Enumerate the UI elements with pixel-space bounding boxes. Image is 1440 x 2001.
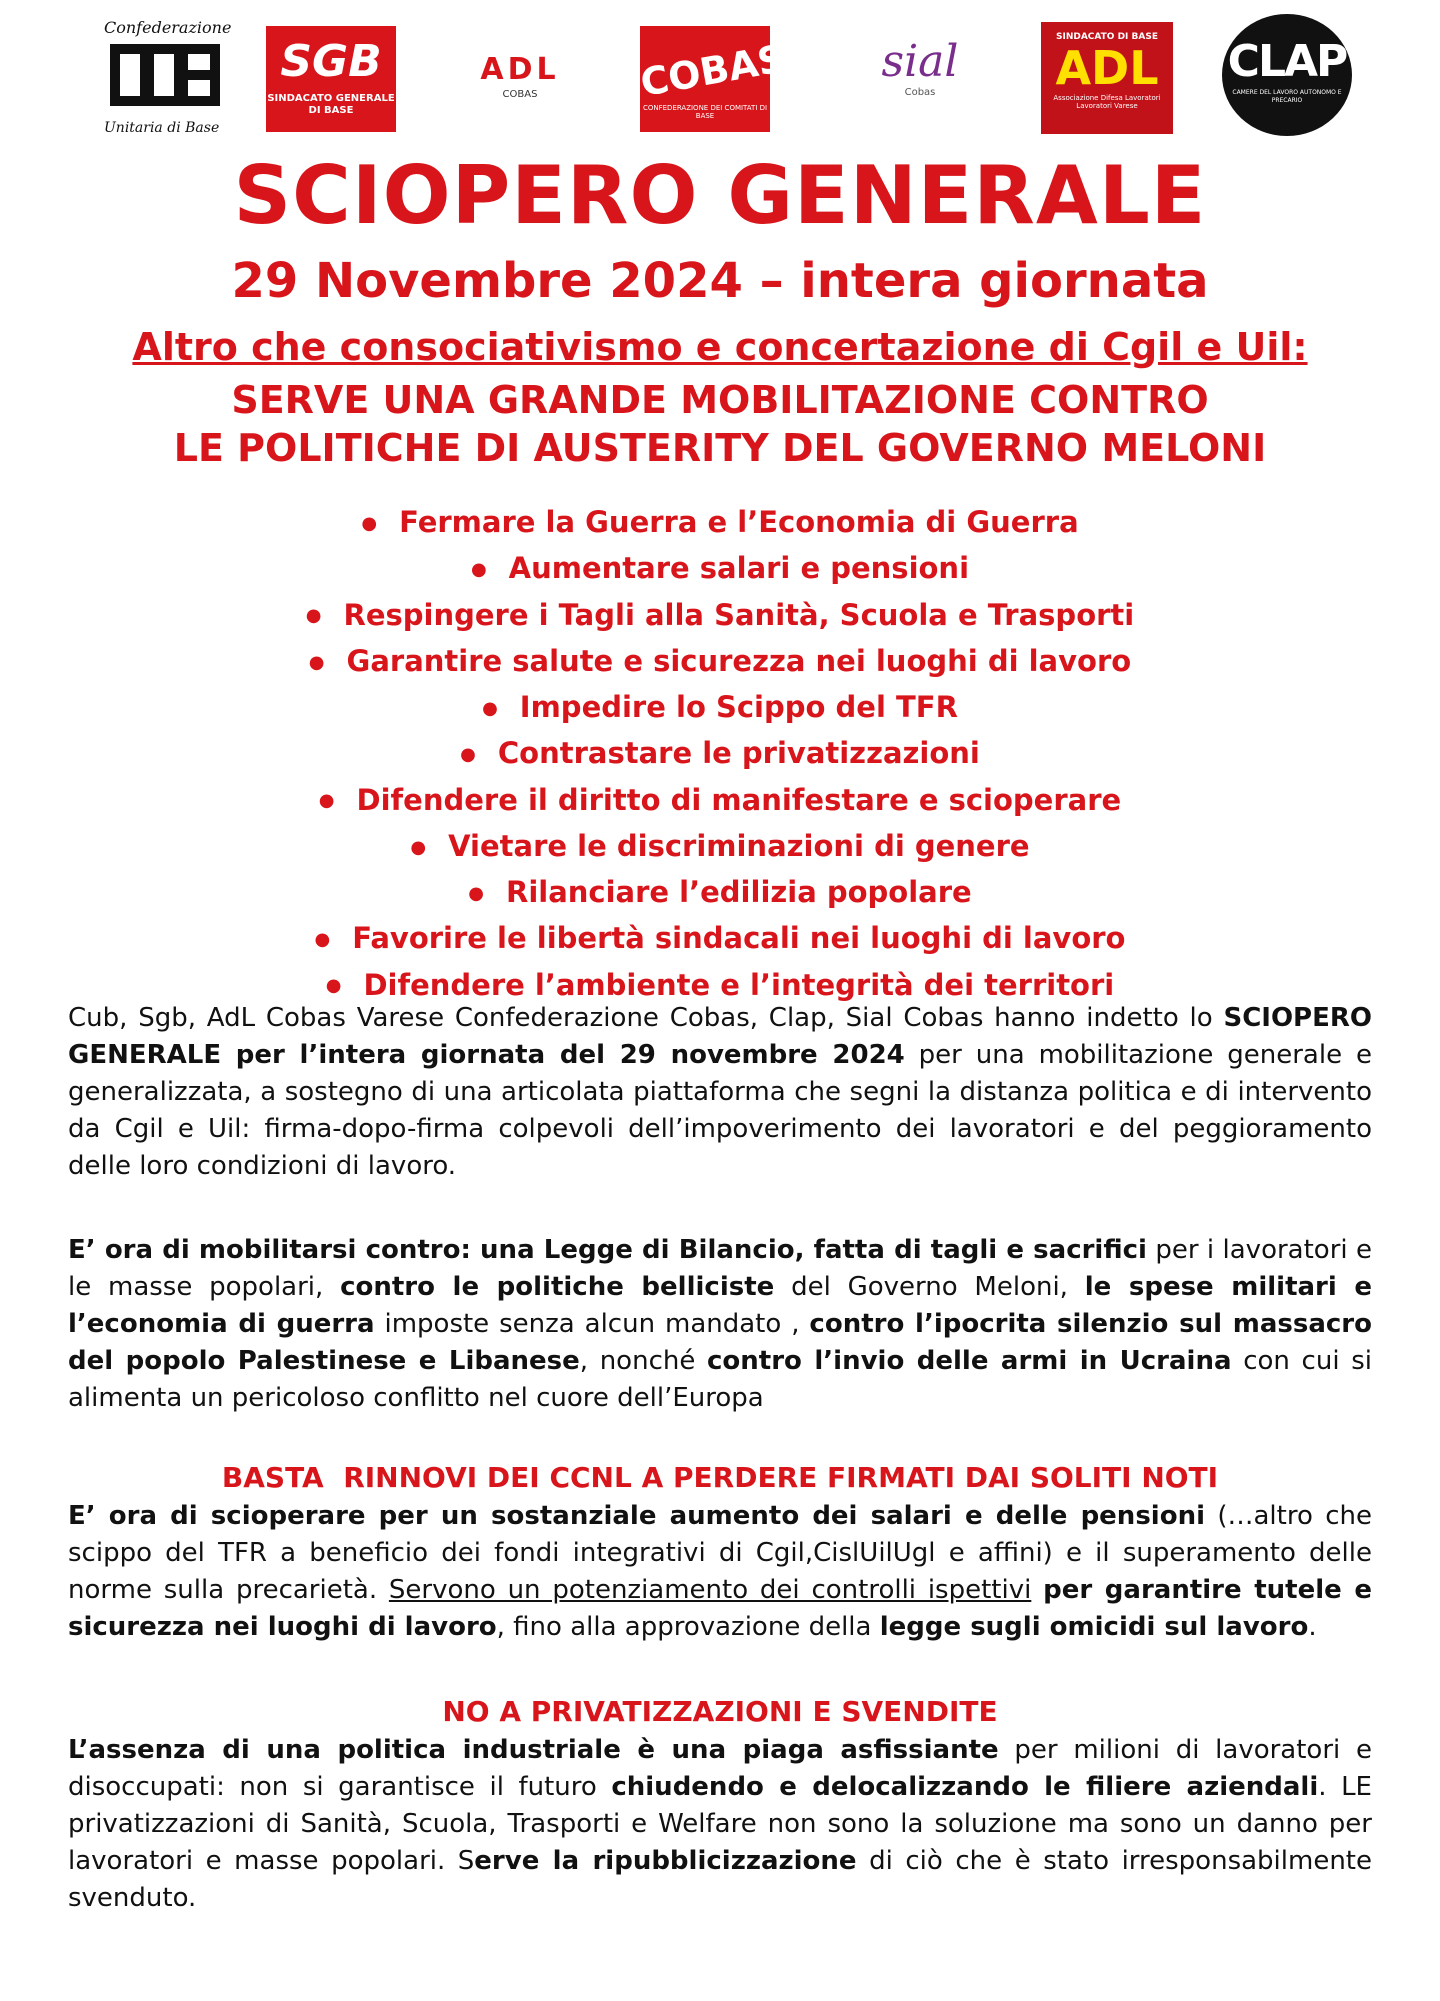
subtitle-line-1: SERVE UNA GRANDE MOBILITAZIONE CONTRO (231, 378, 1209, 422)
list-item (0, 639, 1440, 685)
bullet-icon: ● (308, 651, 325, 673)
demand-text: Favorire le libertà sindacali nei luoghi di lavoro (352, 921, 1126, 956)
bullet-icon: ● (325, 975, 342, 997)
privatization-bold-2: chiudendo e delocalizzando le filiere aziendali (611, 1772, 1319, 1802)
intro-bold: SCIOPERO GENERALE per l’intera giornata del 29 novembre 2024 (68, 1003, 1372, 1070)
wages-bold-3: legge sugli omicidi sul lavoro (879, 1612, 1309, 1642)
mobilization-text-2: del Governo Meloni, (774, 1272, 1085, 1302)
list-item (0, 778, 1440, 824)
demand-text: Aumentare salari e pensioni (508, 551, 970, 586)
subtitle-underlined: Altro che consociativismo e concertazione di Cgil e Uil: (132, 325, 1308, 369)
cub-logo (100, 18, 232, 136)
subtitle-line-2: LE POLITICHE DI AUSTERITY DEL GOVERNO MELONI (173, 426, 1267, 470)
intro-paragraph (68, 1000, 1372, 1185)
bullet-icon: ● (314, 929, 331, 950)
section-heading-privatization: NO A PRIVATIZZAZIONI E SVENDITE (442, 1695, 998, 1728)
sial-logo-name: sial (881, 36, 959, 87)
bullet-icon: ● (482, 697, 498, 719)
privatization-text-1: per milioni di lavoratori e disoccupati: non si garantisce il futuro (68, 1735, 1372, 1802)
sgb-logo-sub: SINDACATO GENERALE DI BASE (267, 93, 395, 116)
demand-text: Fermare la Guerra e l’Economia di Guerra (399, 505, 1079, 539)
mobilization-text-4: , nonché (579, 1346, 708, 1376)
list-item (0, 546, 1440, 592)
bullet-icon: ● (410, 836, 427, 858)
intro-text: Cub, Sgb, AdL Cobas Varese Confederazione Cobas, Clap, Sial Cobas hanno indetto lo (68, 1003, 1224, 1033)
date-line: 29 Novembre 2024 – intera giornata (231, 253, 1209, 309)
privatization-text-2: . LE privatizzazioni di Sanità, Scuola, Trasporti e Welfare non sono la soluzione ma sono un danno per lavoratori e masse popolari. S (68, 1772, 1372, 1876)
page-title: SCIOPERO GENERALE (233, 149, 1207, 242)
demand-text: Garantire salute e sicurezza nei luoghi di lavoro (346, 643, 1132, 678)
demand-text: Difendere il diritto di manifestare e scioperare (356, 782, 1122, 817)
mobilization-bold-5: contro l’invio delle armi in Ucraina (707, 1346, 1232, 1376)
list-item (0, 916, 1440, 962)
adl-logo-sub: COBAS (502, 89, 538, 100)
wages-text-4: . (1308, 1612, 1317, 1642)
cub-logo-top-text: Confederazione (104, 18, 232, 37)
list-item (0, 685, 1440, 731)
sial-cobas-logo (855, 36, 985, 116)
bullet-icon: ● (361, 512, 378, 534)
demand-text: Rilanciare l’edilizia popolare (505, 875, 972, 909)
bullet-icon: ● (468, 882, 484, 904)
cub-logo-bottom-text: Unitaria di Base (104, 120, 220, 136)
list-item (0, 500, 1440, 546)
list-item (0, 731, 1440, 777)
bullet-icon: ● (470, 559, 487, 580)
section-heading-ccnl: BASTA RINNOVI DEI CCNL A PERDERE FIRMATI DAI SOLITI NOTI (221, 1461, 1219, 1494)
intro-text-end: per una mobilitazione generale e generalizzata, a sostegno di una articolata piattaforma che segni la distanza politica e di intervento da Cgil e Uil: firma-dopo-firma colpevoli dell’impoverimento dei lavoratori e del peggioramento delle loro condizioni di lavoro. (68, 1040, 1372, 1181)
sgb-logo-name: SGB (280, 36, 382, 87)
demand-text: Impedire lo Scippo del TFR (519, 690, 958, 724)
wages-text-1: (…altro che scippo del TFR a beneficio dei fondi integrativi di Cgil,CislUilUgl e affini) e il superamento delle norme sulla precarietà. (68, 1501, 1372, 1605)
mobilization-bold-2: contro le politiche belliciste (340, 1272, 775, 1302)
wages-underlined: Servono un potenziamento dei controlli ispettivi (388, 1575, 1032, 1605)
adl-cobas-logo (455, 52, 585, 122)
list-item (0, 870, 1440, 916)
adl-varese-logo-name: ADL (1055, 41, 1159, 95)
privatization-text-3: di ciò che è stato irresponsabilmente svenduto. (68, 1846, 1372, 1913)
wages-bold-2: per garantire tutele e sicurezza nei luoghi di lavoro (68, 1575, 1372, 1642)
privatization-bold-1: L’assenza di una politica industriale è una piaga asfissiante (68, 1735, 999, 1765)
demand-text: Vietare le discriminazioni di genere (448, 828, 1030, 863)
demand-text: Difendere l’ambiente e l’integrità dei territori (363, 967, 1115, 1002)
wages-paragraph (68, 1498, 1372, 1646)
logos-row (80, 14, 1380, 144)
clap-logo (1222, 14, 1352, 136)
mobilization-text-3: imposte senza alcun mandato , (374, 1309, 810, 1339)
privatization-bold-3: erve la ripubblicizzazione (474, 1846, 857, 1876)
demands-list (0, 500, 1440, 1009)
adl-logo-name: ADL (480, 52, 560, 87)
adl-varese-logo (1041, 22, 1173, 134)
clap-logo-name: CLAP (1227, 36, 1347, 87)
wages-text-3: , fino alla approvazione della (496, 1612, 880, 1642)
list-item (0, 824, 1440, 870)
cobas-logo-sub: CONFEDERAZIONE DEI COMITATI DI BASE (642, 104, 768, 120)
clap-logo-sub: CAMERE DEL LAVORO AUTONOMO E PRECARIO (1232, 89, 1342, 104)
wages-text-2 (1031, 1575, 1043, 1605)
mobilization-text-1: per i lavoratori e le masse popolari, (68, 1235, 1373, 1302)
demand-text: Contrastare le privatizzazioni (497, 736, 980, 771)
cobas-logo (637, 26, 789, 132)
list-item (0, 593, 1440, 639)
mobilization-paragraph (68, 1232, 1372, 1417)
sgb-logo (266, 26, 396, 132)
demand-text: Respingere i Tagli alla Sanità, Scuola e Trasporti (343, 597, 1135, 632)
cub-logo-mark (110, 44, 220, 106)
adl-varese-logo-sub: Associazione Difesa Lavoratori Lavoratori Varese (1053, 94, 1161, 110)
wages-bold-1: E’ ora di scioperare per un sostanziale aumento dei salari e delle pensioni (68, 1501, 1205, 1531)
bullet-icon: ● (318, 790, 335, 812)
subtitle-main (0, 376, 1440, 472)
sial-logo-sub: Cobas (904, 87, 936, 98)
privatization-paragraph (68, 1732, 1372, 1917)
cobas-logo-name: COBAS (637, 36, 789, 105)
bullet-icon: ● (305, 605, 322, 627)
mobilization-bold-1: E’ ora di mobilitarsi contro: una Legge di Bilancio, fatta di tagli e sacrifici (68, 1235, 1147, 1265)
bullet-icon: ● (460, 744, 476, 765)
mobilization-bold-3: le spese militari e l’economia di guerra (68, 1272, 1372, 1339)
mobilization-text-5: con cui si alimenta un pericoloso conflitto nel cuore dell’Europa (68, 1346, 1372, 1413)
adl-varese-logo-top: SINDACATO DI BASE (1055, 32, 1158, 42)
mobilization-bold-4: contro l’ipocrita silenzio sul massacro del popolo Palestinese e Libanese (68, 1309, 1372, 1376)
